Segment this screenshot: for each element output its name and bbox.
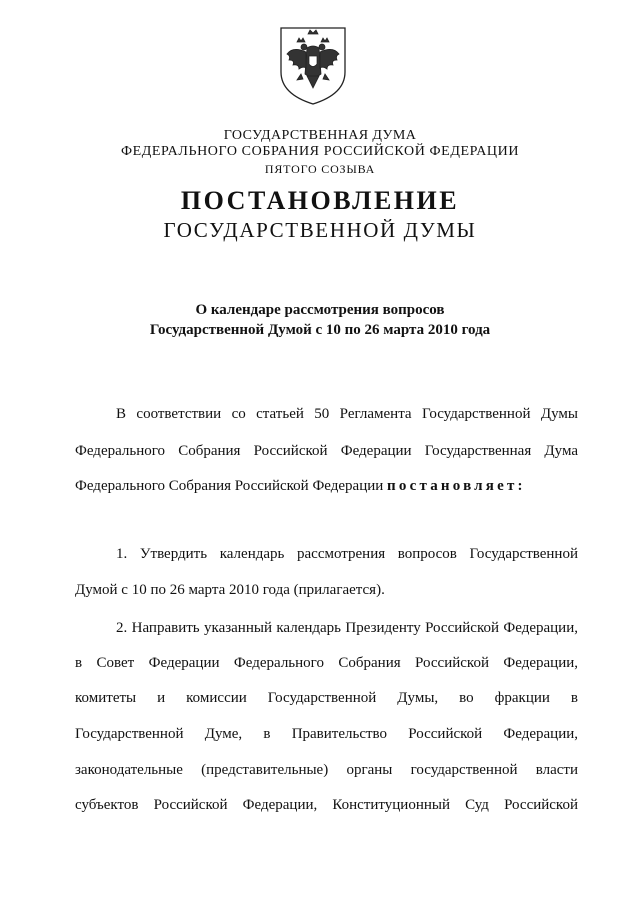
org-name-line-1: ГОСУДАРСТВЕННАЯ ДУМА bbox=[223, 128, 417, 143]
preamble-line-1: В соответствии со статьей 50 Регламента Государственной Думы bbox=[116, 406, 578, 422]
item-2-line-5: законодательные (представительные) органы государственной власти bbox=[75, 762, 578, 778]
preamble-line-3 bbox=[75, 476, 578, 496]
item-1-line-1: 1. Утвердить календарь рассмотрения вопросов Государственной bbox=[116, 546, 578, 562]
item-1-line-2: Думой с 10 по 26 марта 2010 года (прилагается). bbox=[75, 582, 385, 598]
document-issuer-heading: ГОСУДАРСТВЕННОЙ ДУМЫ bbox=[163, 218, 477, 242]
item-2-line-2: в Совет Федерации Федерального Собрания Российской Федерации, bbox=[75, 655, 578, 671]
preamble-line-2: Федерального Собрания Российской Федерации Государственная Дума bbox=[75, 443, 578, 459]
decree-word: постановляет: bbox=[387, 478, 526, 494]
item-2-line-1: 2. Направить указанный календарь Президенту Российской Федерации, bbox=[116, 620, 578, 636]
convocation-label: ПЯТОГО СОЗЫВА bbox=[264, 162, 376, 176]
org-name-line-2: ФЕДЕРАЛЬНОГО СОБРАНИЯ РОССИЙСКОЙ ФЕДЕРАЦИИ bbox=[120, 144, 520, 159]
document-title bbox=[0, 300, 640, 340]
title-line-1: О календаре рассмотрения вопросов bbox=[195, 302, 445, 318]
title-line-2: Государственной Думой с 10 по 26 марта 2010 года bbox=[149, 322, 491, 338]
document-type-heading: ПОСТАНОВЛЕНИЕ bbox=[180, 186, 460, 215]
coat-of-arms-emblem bbox=[275, 24, 351, 106]
item-2-line-6: субъектов Российской Федерации, Конституционный Суд Российской bbox=[75, 797, 578, 813]
item-2-line-3: комитеты и комиссии Государственной Думы, во фракции в bbox=[75, 690, 578, 706]
item-2-line-4: Государственной Думе, в Правительство Российской Федерации, bbox=[75, 726, 578, 742]
preamble-line-3-text: Федерального Собрания Российской Федерации bbox=[75, 478, 384, 494]
